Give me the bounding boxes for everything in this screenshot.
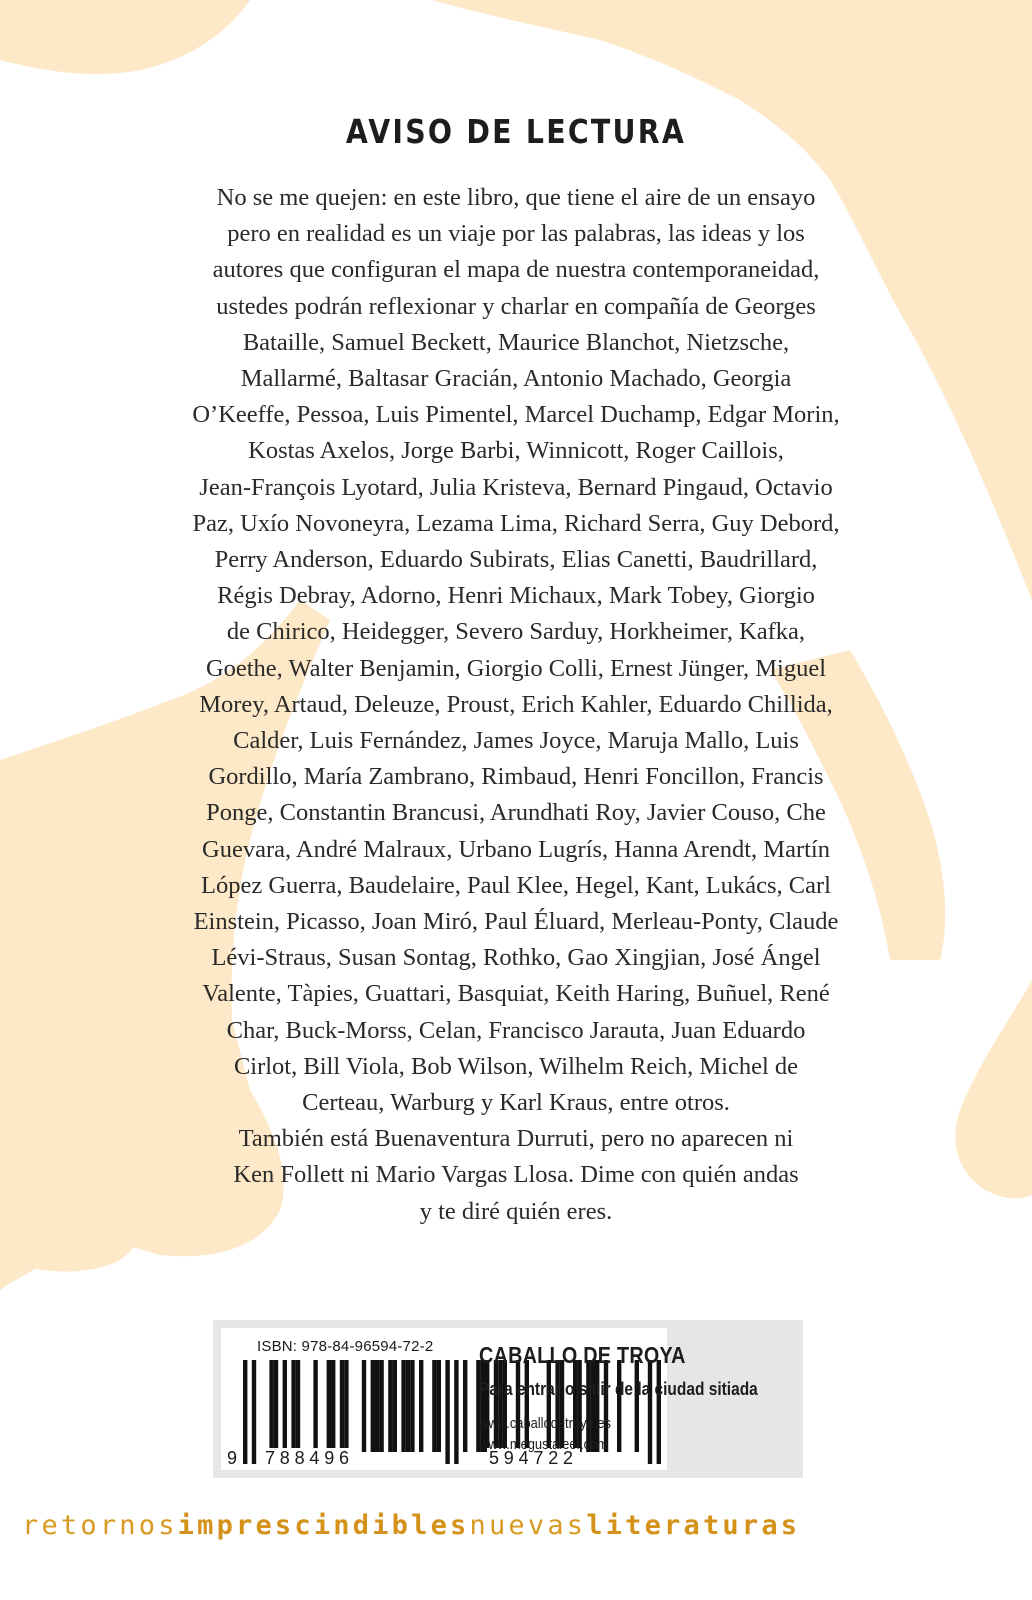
blurb-line: Jean-François Lyotard, Julia Kristeva, Bernard Pingaud, Octavio xyxy=(199,473,833,501)
series-nuevas: nuevas xyxy=(469,1510,587,1541)
series-literaturas: literaturas xyxy=(586,1510,801,1541)
blurb-line: Mallarmé, Baltasar Gracián, Antonio Machado, Georgia xyxy=(240,365,792,393)
barcode-bar xyxy=(327,1360,331,1452)
blurb-line: Régis Debray, Adorno, Henri Michaux, Mark Tobey, Giorgio xyxy=(217,582,815,610)
blurb-line: Certeau, Warburg y Karl Kraus, entre otros. xyxy=(302,1089,730,1117)
barcode-bar xyxy=(362,1360,366,1452)
barcode-bar xyxy=(274,1360,278,1452)
barcode-bar xyxy=(388,1360,392,1452)
blurb-line: Valente, Tàpies, Guattari, Basquiat, Keith Haring, Buñuel, René xyxy=(202,980,830,1008)
blurb-line: O’Keeffe, Pessoa, Luis Pimentel, Marcel Duchamp, Edgar Morin, xyxy=(192,401,840,429)
series-line xyxy=(22,1510,1012,1541)
blurb-line: Paz, Uxío Novoneyra, Lezama Lima, Richard Serra, Guy Debord, xyxy=(192,509,840,537)
barcode-bar xyxy=(635,1360,639,1452)
barcode-bar xyxy=(296,1360,300,1452)
barcode-bar xyxy=(371,1360,375,1452)
blurb-line: pero en realidad es un viaje por las palabras, las ideas y los xyxy=(227,220,805,248)
blurb-line: ustedes podrán reflexionar y charlar en compañía de Georges xyxy=(216,292,816,320)
blurb-line: Ken Follett ni Mario Vargas Llosa. Dime con quién andas xyxy=(233,1161,799,1189)
publisher-name: CABALLO DE TROYA xyxy=(479,1342,686,1368)
publisher-url-1: www.caballodetroya.es xyxy=(479,1415,611,1432)
blurb-line: y te diré quién eres. xyxy=(419,1197,613,1225)
barcode-bar xyxy=(406,1360,410,1452)
barcode-bar xyxy=(617,1360,621,1452)
blurb-line: Calder, Luis Fernández, James Joyce, Maruja Mallo, Luis xyxy=(233,727,799,755)
series-retornos: retornos xyxy=(22,1510,178,1541)
blurb-line: También está Buenaventura Durruti, pero no aparecen ni xyxy=(238,1125,794,1153)
barcode-bar xyxy=(269,1360,273,1452)
barcode-bar xyxy=(393,1360,397,1452)
blurb-text xyxy=(120,180,912,1230)
blurb-line: autores que configuran el mapa de nuestra contemporaneidad, xyxy=(212,256,820,284)
barcode-bar xyxy=(340,1360,344,1452)
barcode-right-group: 594722 xyxy=(489,1448,578,1468)
barcode-bar xyxy=(410,1360,414,1452)
barcode-bar xyxy=(283,1360,287,1452)
barcode-bar xyxy=(401,1360,405,1452)
blurb-line: Goethe, Walter Benjamin, Giorgio Colli, Ernest Jünger, Miguel xyxy=(205,654,827,682)
barcode-bar xyxy=(432,1360,436,1452)
blurb-line: Guevara, André Malraux, Urbano Lugrís, Hanna Arendt, Martín xyxy=(202,835,830,863)
blurb-line: Perry Anderson, Eduardo Subirats, Elias Canetti, Baudrillard, xyxy=(214,546,818,574)
blurb-line: Kostas Axelos, Jorge Barbi, Winnicott, Roger Caillois, xyxy=(248,437,784,465)
publisher-url-2: www.megustaleer.com xyxy=(479,1436,609,1453)
blurb-line: Bataille, Samuel Beckett, Maurice Blanchot, Nietzsche, xyxy=(242,328,790,356)
isbn-label: ISBN: 978-84-96594-72-2 xyxy=(257,1338,434,1355)
barcode-left-group: 788496 xyxy=(265,1448,354,1468)
blurb-line: López Guerra, Baudelaire, Paul Klee, Hegel, Kant, Lukács, Carl xyxy=(201,871,831,899)
barcode-bar xyxy=(291,1360,295,1452)
blurb-line: Lévi-Straus, Susan Sontag, Rothko, Gao Xingjian, José Ángel xyxy=(211,944,821,972)
barcode-bar xyxy=(331,1360,335,1452)
publisher-tagline: Para entrar o salir de la ciudad sitiada xyxy=(479,1379,758,1399)
blurb-line: Cirlot, Bill Viola, Bob Wilson, Wilhelm Reich, Michel de xyxy=(233,1052,799,1080)
blurb-line: No se me quejen: en este libro, que tiene el aire de un ensayo xyxy=(216,184,816,211)
barcode-bar xyxy=(344,1360,348,1452)
blurb-line: Gordillo, María Zambrano, Rimbaud, Henri Foncillon, Francis xyxy=(208,763,824,791)
barcode-bar xyxy=(463,1360,467,1452)
blurb-line: Char, Buck-Morss, Celan, Francisco Jarauta, Juan Eduardo xyxy=(226,1016,806,1044)
barcode-bar xyxy=(313,1360,317,1452)
blurb-line: Morey, Artaud, Deleuze, Proust, Erich Kahler, Eduardo Chillida, xyxy=(199,690,833,718)
blurb-line: Einstein, Picasso, Joan Miró, Paul Éluard, Merleau-Ponty, Claude xyxy=(193,908,839,936)
blurb-line: Ponge, Constantin Brancusi, Arundhati Roy, Javier Couso, Che xyxy=(206,799,826,827)
barcode-first-digit: 9 xyxy=(227,1448,238,1468)
barcode-bar xyxy=(419,1360,423,1452)
series-imprescindibles: imprescindibles xyxy=(177,1510,470,1541)
barcode-bar xyxy=(437,1360,441,1452)
page-title: AVISO DE LECTURA xyxy=(345,112,687,151)
blurb-line: de Chirico, Heidegger, Severo Sarduy, Horkheimer, Kafka, xyxy=(226,618,806,646)
barcode-bar xyxy=(379,1360,383,1452)
barcode-bar xyxy=(375,1360,379,1452)
isbn-publisher-box xyxy=(213,1320,803,1478)
